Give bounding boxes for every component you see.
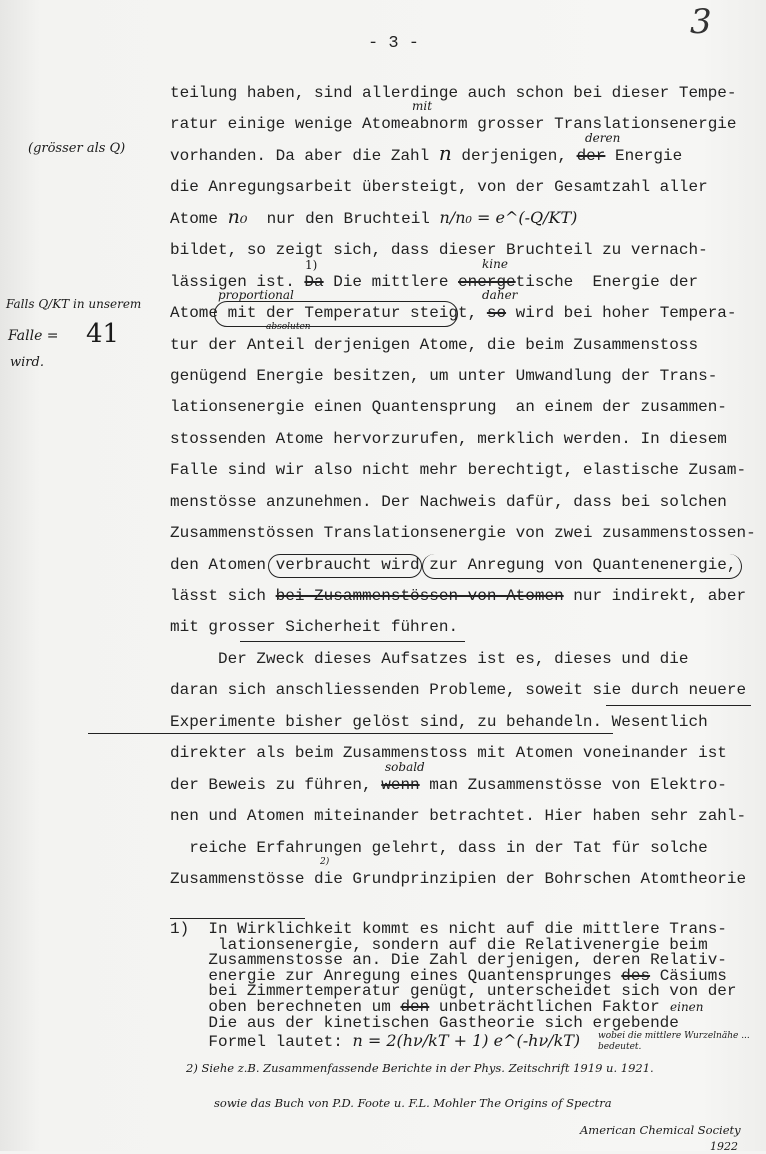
- text-line: [170, 759, 760, 801]
- text-line: genügend Energie besitzen, um unter Umwandlung der Trans-: [170, 366, 718, 385]
- text-segment: derjenigen,: [451, 146, 577, 165]
- footnote-ref: 2): [320, 856, 330, 867]
- page-number: - 3 -: [368, 34, 420, 53]
- text-segment: energie zur Anregung eines Quantensprunges: [170, 966, 622, 985]
- margin-note-value: 41: [86, 319, 120, 349]
- text-line: nen und Atomen miteinander betrachtet. Hier haben sehr zahl-: [170, 807, 747, 826]
- text-segment: den Atomen verbraucht wird zur Anregung von Quantenenergie,: [170, 555, 737, 574]
- text-line: [170, 707, 760, 738]
- handwritten-insert: einen: [670, 999, 704, 1014]
- text-segment: Cäsiums: [650, 966, 727, 985]
- body-text: [170, 78, 760, 895]
- text-segment: lässt sich: [170, 587, 276, 605]
- handwritten-insert: absoluten: [266, 322, 311, 333]
- struck-text: bei Zusammenstössen von Atomen: [275, 587, 564, 605]
- handwritten-formula: n = 2(hν/kT + 1) e^(-hν/kT): [352, 1031, 581, 1051]
- handwritten-formula: n/n₀ = e^(-Q/KT): [439, 207, 578, 227]
- handwritten-footnote-2-publisher: American Chemical Society: [580, 1123, 741, 1137]
- text-segment: Formel lautet:: [170, 1033, 353, 1052]
- text-line: bildet, so zeigt sich, dass dieser Bruchteil zu vernach-: [170, 241, 708, 260]
- text-segment: vorhanden. Da aber die Zahl: [170, 146, 439, 165]
- handwritten-note: wobei die mittlere Wurzelnähe ... bedeutet.: [598, 1031, 750, 1053]
- text-segment: oben berechneten um: [170, 997, 401, 1016]
- handwritten-insert: sobald: [385, 759, 425, 774]
- handwritten-insert: deren: [585, 130, 621, 145]
- text-line: tur der Anteil derjenigen Atome, die beim Zusammenstoss: [170, 335, 699, 354]
- text-line: [170, 833, 760, 867]
- margin-note-groesser: (grösser als Q): [28, 141, 126, 156]
- text-line: [170, 130, 760, 172]
- text-line: daran sich anschliessenden Probleme, soweit sie durch neuere: [170, 681, 747, 700]
- handwritten-page-number: 3: [690, 2, 712, 42]
- footnote-line: Die aus der kinetischen Gastheorie sich ergebende: [170, 1013, 679, 1032]
- text-segment: abnorm grosser Translationsenergie: [410, 115, 737, 134]
- text-line: die Anregungsarbeit übersteigt, von der Gesamtzahl aller: [170, 178, 708, 197]
- text-segment: mit grosser Sicherheit führen.: [170, 618, 459, 637]
- struck-text: der: [576, 146, 606, 165]
- text-line: [170, 581, 760, 612]
- struck-text: energe: [458, 272, 516, 291]
- struck-text: des: [621, 966, 651, 985]
- text-line: Zusammenstösse die Grundprinzipien der Bohrschen Atomtheorie: [170, 869, 747, 888]
- text-segment: ratur einige wenige Atome: [170, 115, 411, 134]
- margin-note-falle: Falle =: [8, 328, 59, 344]
- footnote-line: lationsenergie, sondern auf die Relativenergie beim: [170, 935, 708, 954]
- footnote-line: 1) In Wirklichkeit kommt es nicht auf die mittlere Trans-: [170, 920, 727, 938]
- text-line: stossenden Atome hervorzurufen, merklich werden. In diesem: [170, 429, 727, 448]
- handwritten-insert: mit: [412, 99, 433, 114]
- text-segment: nur indirekt, aber: [563, 587, 747, 605]
- struck-text: Da: [304, 272, 324, 291]
- footnote-line: bei Zimmertemperatur genügt, unterscheidet sich von der: [170, 982, 737, 1001]
- text-segment: Energie: [605, 146, 683, 165]
- text-line: [170, 99, 760, 140]
- text-segment: Atome: [170, 209, 228, 228]
- text-line: menstösse anzunehmen. Der Nachweis dafür, dass bei solchen: [170, 492, 727, 511]
- margin-note-wird: wird.: [10, 355, 44, 370]
- text-segment: man Zusammenstösse von Elektro-: [419, 775, 727, 794]
- bracket-mark: [606, 705, 751, 706]
- text-line: [170, 204, 760, 235]
- handwritten-footnote-2-year: 1922: [710, 1140, 738, 1153]
- margin-note-falls: Falls Q/KT in unserem: [6, 297, 142, 311]
- handwritten-footnote-2: 2) Siehe z.B. Zusammenfassende Berichte in der Phys. Zeitschrift 1919 u. 1921.: [186, 1061, 654, 1075]
- text-segment: reiche Erfahrungen gelehrt, dass in der Tat für solche: [170, 838, 708, 857]
- circled-phrase: [214, 301, 458, 327]
- handwritten-symbol: n: [438, 140, 452, 165]
- text-segment: Die mittlere: [323, 272, 459, 291]
- text-line: direkter als beim Zusammenstoss mit Atomen voneinander ist: [170, 744, 727, 763]
- text-segment: unbeträchtlichen Faktor: [429, 997, 660, 1016]
- text-line: teilung haben, sind allerdinge auch schon bei dieser Tempe-: [170, 84, 737, 102]
- handwritten-footnote-2-cont: sowie das Buch von P.D. Foote u. F.L. Mohler The Origins of Spectra: [214, 1096, 612, 1110]
- handwritten-symbol: n₀: [227, 205, 248, 228]
- text-line: [170, 288, 760, 333]
- text-segment: der Beweis zu führen,: [170, 775, 382, 794]
- footnotes: [170, 920, 760, 1153]
- circled-phrase: [268, 554, 422, 578]
- text-line: [170, 612, 760, 643]
- circled-phrase: [422, 554, 742, 579]
- text-segment: Atome mit der Temperatur steigt,: [170, 304, 487, 323]
- text-line: Der Zweck dieses Aufsatzes ist es, dieses und die: [170, 649, 689, 668]
- handwritten-insert: kine: [482, 256, 508, 271]
- text-line: [170, 550, 760, 581]
- text-line: Zusammenstössen Translationsenergie von zwei zusammenstossen-: [170, 524, 756, 543]
- handwritten-insert: proportional: [218, 288, 294, 303]
- footnote-rule: [170, 918, 305, 919]
- struck-text: den: [400, 997, 430, 1016]
- underline-mark: [88, 733, 613, 734]
- text-line: Falle sind wir also nicht mehr berechtigt, elastische Zusam-: [170, 461, 747, 480]
- text-segment: Experimente bisher gelöst sind, zu behandeln. Wesentlich: [170, 712, 708, 731]
- text-segment: lässigen ist.: [170, 272, 305, 291]
- struck-text: so: [486, 304, 507, 323]
- text-segment: wird bei hoher Tempera-: [506, 304, 737, 323]
- footnote-ref: 1): [305, 257, 318, 272]
- underline-mark: [240, 641, 465, 642]
- handwritten-insert: daher: [482, 288, 518, 303]
- footnote-line: Zusammenstosse an. Die Zahl derjenigen, deren Relativ-: [170, 951, 727, 970]
- text-line: lationsenergie einen Quantensprung an einem der zusammen-: [170, 398, 727, 417]
- text-segment: nur den Bruchteil: [247, 209, 440, 228]
- struck-text: wenn: [381, 775, 420, 794]
- footnote-line: [170, 1031, 760, 1053]
- text-segment: tische Energie der: [515, 272, 699, 291]
